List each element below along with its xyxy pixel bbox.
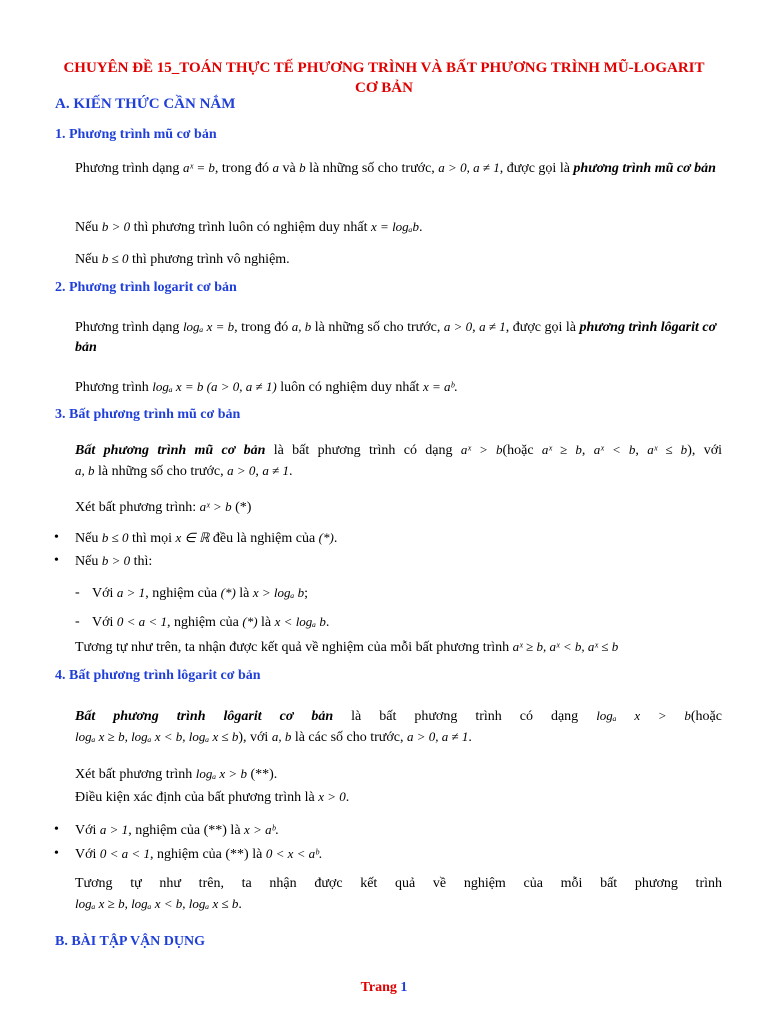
math-expression: b ≤ 0 [101,251,129,266]
text: ), với [238,730,269,745]
text: Với [92,586,114,601]
text: , trong đó [214,161,269,176]
s1-paragraph-1 [75,158,722,179]
math-expression: a > 0 [227,463,256,478]
text: Nếu [75,252,99,267]
text: . [468,730,472,745]
footer-label: Trang [360,980,397,995]
term-bold-italic: Bất phương trình mũ cơ bản [75,443,266,458]
math-expression: aˣ > b [460,442,503,457]
section-2-heading: 2. Phương trình logarit cơ bản [55,280,237,295]
text: , [472,320,476,335]
section-1-heading: 1. Phương trình mũ cơ bản [55,127,217,142]
s2-paragraph-2 [75,377,722,398]
math-expression: aˣ ≤ b [647,442,688,457]
text: Với [75,847,97,862]
math-expression: a > 1 [116,585,146,600]
text: Phương trình dạng [75,320,180,335]
text: là những số cho trước, [314,320,441,335]
text: . [454,380,458,395]
dash-marker: - [75,614,80,629]
math-expression: x > 0 [318,789,346,804]
text: Phương trình [75,380,149,395]
math-expression: x = aᵇ [422,379,454,394]
text: ), với [687,443,722,458]
math-expression: logₐ x = b (a > 0, a ≠ 1) [152,379,277,394]
s3-dash-2 [92,612,722,633]
s4-bullet-1 [75,820,722,841]
text: Xét bất phương trình: [75,500,197,515]
text: . [318,847,323,862]
s4-paragraph-3 [75,787,722,808]
s3-paragraph-1: Bất phương trình mũ cơ bản là bất phương trình có dạng aˣ > b(hoặc aˣ ≥ b, aˣ < b, aˣ ≤ b), với a, b là những số cho trước, a > 0, a ≠ 1. [75,442,722,479]
s3-bullet-1 [75,528,722,549]
text: là bất phương trình có dạng [351,709,579,724]
math-expression: a, b [75,463,95,478]
text: (*) [235,500,252,515]
text: Nếu [75,220,99,235]
text: Tương tự như trên, ta nhận được kết quả về nghiệm của mỗi bất phương trình [75,876,722,891]
math-expression: logₐ x > b [596,708,691,723]
text: Nếu [75,531,99,546]
math-expression: aˣ = b [182,160,215,175]
math-expression: b > 0 [101,219,131,234]
text: là những số cho trước, [309,161,435,176]
math-expression: a ≠ 1 [479,319,506,334]
text: (hoặc [502,443,534,458]
math-expression: a [272,160,279,175]
text: Với [92,615,114,630]
text: luôn có nghiệm duy nhất [280,380,420,395]
text: là bất phương trình có dạng [273,443,453,458]
text: Điều kiện xác định của bất phương trình là [75,790,315,805]
math-expression: logₐ x = b [182,319,235,334]
text: thì: [133,554,153,569]
text: là các số cho trước, [294,730,404,745]
section-b-heading: B. BÀI TẬP VẬN DỤNG [55,934,206,949]
bullet-dot: • [54,530,59,545]
math-expression: a > 1 [99,822,129,837]
text: thì phương trình luôn có nghiệm duy nhất [133,220,368,235]
math-expression: x = logₐb [371,219,419,234]
text: , nghiệm của [166,615,239,630]
s4-bullet-2 [75,844,722,865]
math-expression: x < logₐ b [274,614,326,629]
math-expression: logₐ x ≥ b, logₐ x < b, logₐ x ≤ b [75,896,239,911]
math-expression: 0 < x < aᵇ [265,846,319,861]
bullet-dot: • [54,822,59,837]
math-expression: b [299,160,306,175]
term-bold-italic: phương trình mũ cơ bản [573,161,716,176]
s2-paragraph-1 [75,317,722,358]
text: Phương trình dạng [75,161,180,176]
page-footer [0,980,768,996]
math-expression: (*) [242,614,258,629]
text: , được gọi là [499,161,570,176]
text: . [325,615,330,630]
text: đều là nghiệm của [212,531,316,546]
text: , nghiệm của (**) là [149,847,263,862]
term-bold-italic: Bất phương trình lôgarit cơ bản [75,709,334,724]
dash-marker: - [75,585,80,600]
text: Nếu [75,554,99,569]
text: . [419,220,423,235]
text: Xét bất phương trình [75,767,193,782]
text: ; [304,586,308,601]
text: Tương tự như trên, ta nhận được kết quả về nghiệm của mỗi bất phương trình [75,640,510,655]
text: Với [75,823,97,838]
text: thì phương trình vô nghiệm. [131,252,290,267]
text: , được gọi là [505,320,576,335]
s1-paragraph-2 [75,217,722,238]
bullet-dot: • [54,846,59,861]
term-bold-italic: phương trình lôgarit cơ bản [75,320,717,355]
math-expression: aˣ ≥ b [541,442,582,457]
s3-paragraph-2 [75,497,722,518]
s3-dash-1 [92,583,722,604]
bullet-dot: • [54,553,59,568]
s4-paragraph-4 [75,874,722,915]
s4-paragraph-2 [75,764,722,785]
math-expression: (*) [220,585,236,600]
math-expression: x ∈ ℝ [175,530,210,545]
math-expression: logₐ x > b [195,766,247,781]
math-expression: 0 < a < 1 [99,846,150,861]
math-expression: a, b [291,319,312,334]
text: . [275,823,279,838]
text: là những số cho trước, [98,464,224,479]
text: và [282,161,296,176]
math-expression: b > 0 [101,553,131,568]
section-3-heading: 3. Bất phương trình mũ cơ bản [55,407,241,422]
math-expression: aˣ > b [199,499,232,514]
math-expression: aˣ ≥ b, aˣ < b, aˣ ≤ b [512,639,619,654]
text: . [289,464,293,479]
document-title: CHUYÊN ĐỀ 15_TOÁN THỰC TẾ PHƯƠNG TRÌNH VÀ BẤT PHƯƠNG TRÌNH MŨ-LOGARIT CƠ BẢN [63,60,705,96]
math-expression: a ≠ 1 [262,463,290,478]
text: thì mọi [131,531,173,546]
text: (**). [250,767,278,782]
math-expression: logₐ x ≥ b, logₐ x < b, logₐ x ≤ b [75,729,239,744]
text: là [239,586,250,601]
math-expression: a > 0, a ≠ 1 [407,729,469,744]
s3-bullet-2 [75,551,722,572]
math-expression: b ≤ 0 [101,530,129,545]
text: (hoặc [690,709,722,724]
text: là [261,615,272,630]
section-a-heading: A. KIẾN THỨC CẦN NẮM [55,96,236,112]
text: , nghiệm của (**) là [128,823,241,838]
page-number: 1 [400,980,408,995]
math-expression: 0 < a < 1 [116,614,167,629]
text: . [345,790,350,805]
text: , trong đó [234,320,289,335]
s4-paragraph-1 [75,706,722,748]
math-expression: a > 0 [443,319,473,334]
section-4-heading: 4. Bất phương trình lôgarit cơ bản [55,668,261,683]
s3-paragraph-3 [75,637,722,658]
text: , nghiệm của [145,586,218,601]
math-expression: a, b [271,729,292,744]
s1-paragraph-3 [75,249,722,270]
math-expression: x > logₐ b [252,585,305,600]
math-expression: aˣ < b [593,442,636,457]
math-expression: (*) [318,530,334,545]
text: . [238,897,242,912]
text: . [333,531,338,546]
math-expression: x > aᵇ [244,822,276,837]
math-expression: a > 0, a ≠ 1 [438,160,500,175]
